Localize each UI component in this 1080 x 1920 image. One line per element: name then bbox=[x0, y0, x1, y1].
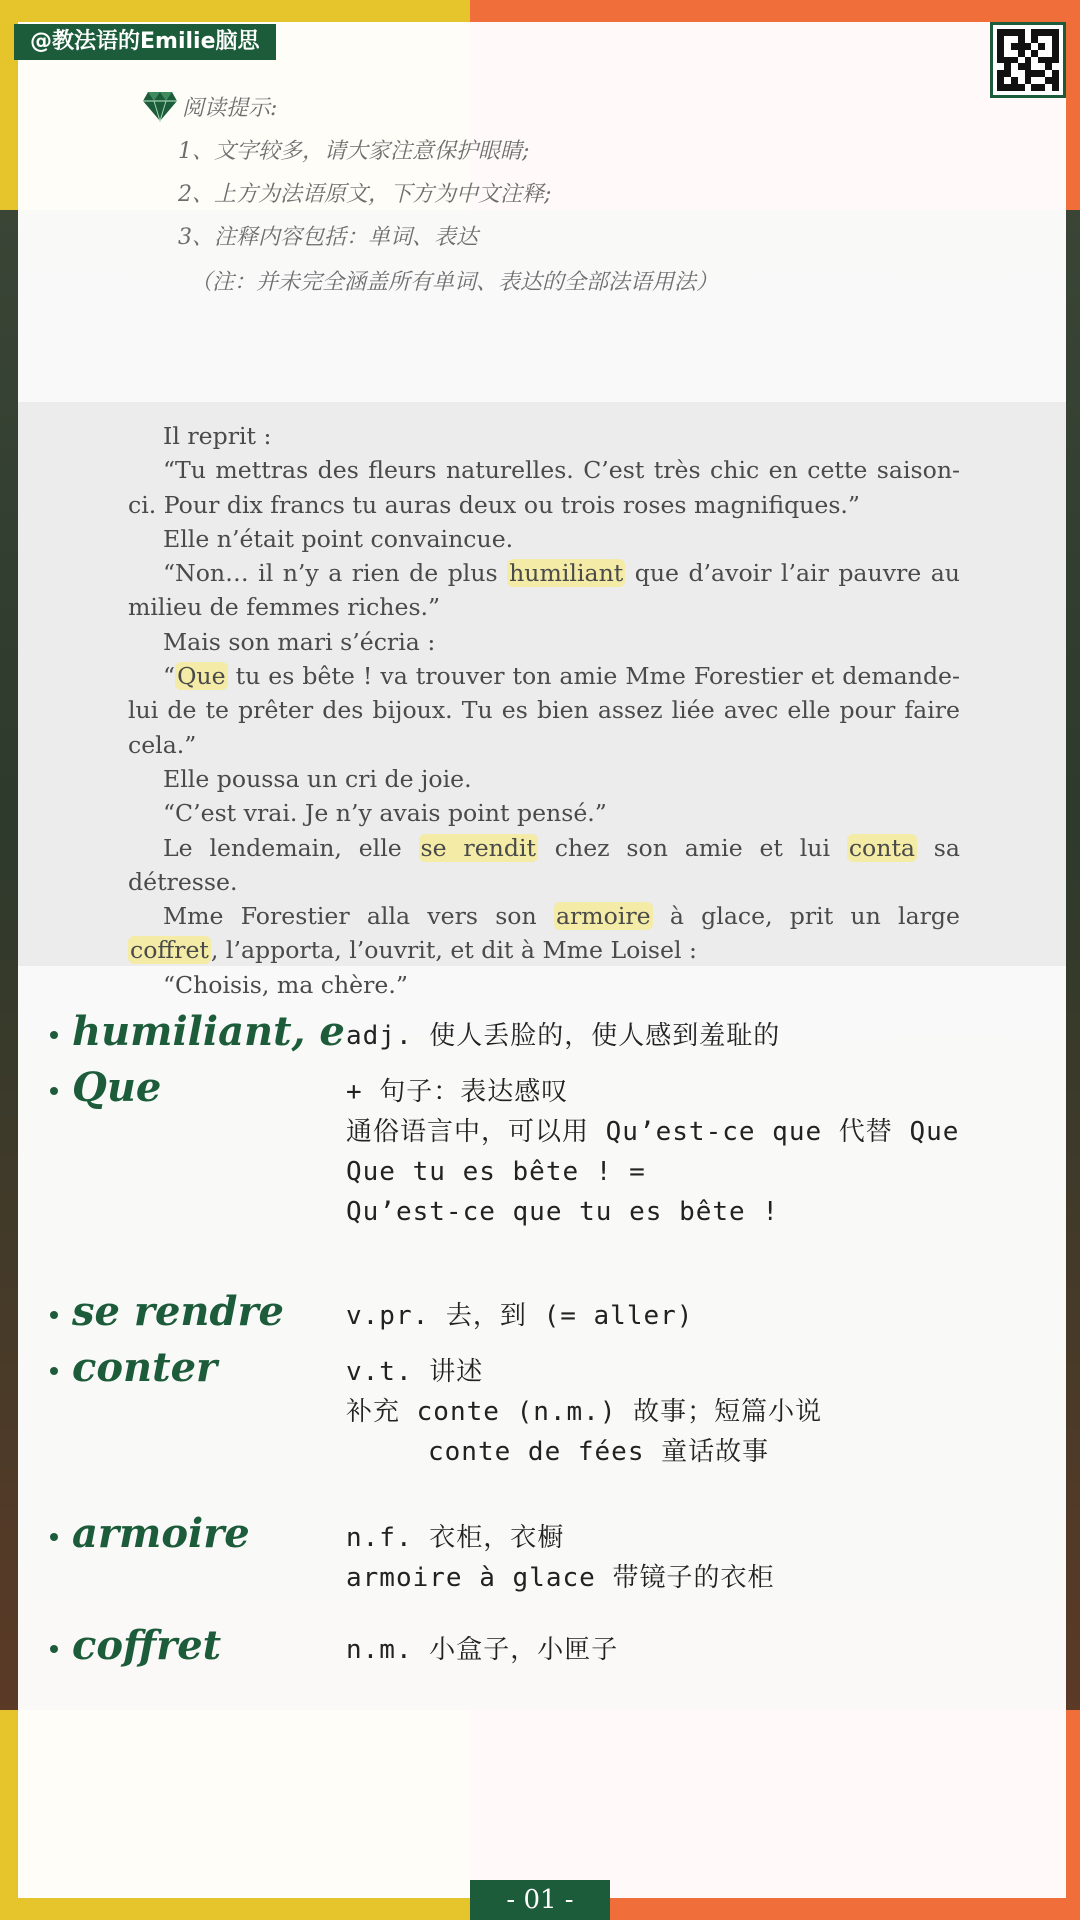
text: Le lendemain, elle bbox=[163, 833, 419, 862]
text: chez son amie et lui bbox=[537, 833, 847, 862]
bullet-icon bbox=[50, 1087, 58, 1095]
definition-line: Qu’est-ce que tu es bête ! bbox=[346, 1197, 779, 1227]
definition-line: Que tu es bête ! = bbox=[346, 1157, 646, 1187]
vocab-entry bbox=[50, 1064, 1060, 1288]
highlight-armoire: armoire bbox=[555, 902, 651, 931]
tip-note: （注：并未完全涵盖所有单词、表达的全部法语用法） bbox=[190, 270, 719, 295]
passage-paragraph: “Choisis, ma chère.” bbox=[163, 970, 408, 999]
reading-tips bbox=[142, 90, 718, 296]
definition-line: armoire à glace 带镜子的衣柜 bbox=[346, 1563, 775, 1593]
author-handle: @教法语的Emilie脑思 bbox=[14, 24, 276, 60]
highlight-que: Que bbox=[177, 662, 226, 691]
vocab-term bbox=[50, 1510, 250, 1557]
passage-paragraph: Mais son mari s’écria : bbox=[163, 627, 436, 656]
passage-paragraph: “C’est vrai. Je n’y avais point pensé.” bbox=[163, 799, 607, 828]
passage-paragraph bbox=[128, 831, 960, 900]
vocab-term bbox=[50, 1622, 221, 1669]
vocab-definitions bbox=[346, 1296, 693, 1336]
qr-code-icon[interactable] bbox=[990, 22, 1066, 98]
text: que d’avoir l’air pauvre au milieu de femmes riches.” bbox=[128, 559, 960, 622]
vocab-definitions bbox=[346, 1518, 774, 1598]
definition-line: 补充 conte (n.m.) 故事；短篇小说 bbox=[346, 1397, 823, 1427]
vocab-entry bbox=[50, 1288, 1060, 1344]
vocab-entry bbox=[50, 1622, 1060, 1678]
definition-line: v.t. 讲述 bbox=[346, 1357, 484, 1387]
vocab-term bbox=[50, 1064, 161, 1111]
term-text: conter bbox=[72, 1344, 218, 1391]
definition-line: adj. 使人丢脸的，使人感到羞耻的 bbox=[346, 1021, 781, 1051]
passage-paragraph bbox=[128, 659, 960, 762]
term-text: Que bbox=[72, 1064, 162, 1111]
bullet-icon bbox=[50, 1367, 58, 1375]
passage-paragraph: “Tu mettras des fleurs naturelles. C’est très chic en cette saison-ci. Pour dix francs tu auras deux ou trois roses magnifiques.” bbox=[128, 456, 960, 519]
bullet-icon bbox=[50, 1533, 58, 1541]
vocab-entry bbox=[50, 1344, 1060, 1510]
term-text: humiliant, e bbox=[72, 1008, 345, 1055]
passage-paragraph: Elle n’était point convaincue. bbox=[163, 524, 514, 553]
diamond-icon bbox=[142, 90, 178, 122]
vocab-definitions bbox=[346, 1072, 959, 1232]
definition-line: conte de fées 童话故事 bbox=[428, 1437, 770, 1467]
definition-line: + 句子：表达感叹 bbox=[346, 1077, 569, 1107]
vocab-term bbox=[50, 1344, 217, 1391]
text: à glace, prit un large bbox=[652, 902, 960, 931]
french-passage bbox=[18, 402, 1066, 999]
highlight-se-rendit: se rendit bbox=[420, 833, 536, 862]
text: sa détresse. bbox=[128, 833, 960, 896]
bullet-icon bbox=[50, 1031, 58, 1039]
highlight-coffret: coffret bbox=[130, 936, 209, 965]
passage-paragraph: Il reprit : bbox=[163, 422, 272, 450]
vocab-definitions bbox=[346, 1016, 780, 1056]
tips-title: 阅读提示: bbox=[182, 95, 278, 121]
text: , l’apporta, l’ouvrit, et dit à Mme Loisel : bbox=[210, 936, 697, 965]
term-text: se rendre bbox=[72, 1288, 284, 1335]
vocab-entry bbox=[50, 1510, 1060, 1622]
bullet-icon bbox=[50, 1311, 58, 1319]
text: “Non… il n’y a rien de plus bbox=[163, 559, 508, 588]
bullet-icon bbox=[50, 1645, 58, 1653]
tip-line: 3、注释内容包括：单词、表达 bbox=[178, 225, 478, 250]
passage-paragraph bbox=[128, 556, 960, 625]
passage-paragraph bbox=[128, 899, 960, 968]
vocabulary-list bbox=[50, 1008, 1060, 1678]
tip-line: 2、上方为法语原文，下方为中文注释; bbox=[178, 182, 552, 207]
highlight-humiliant: humiliant bbox=[509, 559, 624, 588]
text: tu es bête ! va trouver ton amie Mme Forestier et demande-lui de te prêter des bijoux. Tu es bien assez liée avec elle pour faire cela.” bbox=[128, 662, 960, 759]
highlight-conta: conta bbox=[848, 833, 915, 862]
vocab-definitions bbox=[346, 1352, 822, 1472]
page-number: - 01 - bbox=[470, 1880, 610, 1920]
definition-line: 通俗语言中，可以用 Qu’est-ce que 代替 Que bbox=[346, 1117, 960, 1147]
term-text: coffret bbox=[72, 1622, 222, 1669]
vocab-term bbox=[50, 1288, 284, 1335]
vocab-term bbox=[50, 1008, 345, 1055]
text: Mme Forestier alla vers son bbox=[163, 902, 554, 931]
definition-line: n.m. 小盒子，小匣子 bbox=[346, 1635, 619, 1665]
vocab-entry bbox=[50, 1008, 1060, 1064]
text: “ bbox=[163, 662, 176, 691]
term-text: armoire bbox=[72, 1510, 250, 1557]
definition-line: v.pr. 去，到 (= aller) bbox=[346, 1301, 694, 1331]
definition-line: n.f. 衣柜，衣橱 bbox=[346, 1523, 565, 1553]
vocab-definitions bbox=[346, 1630, 618, 1670]
passage-paragraph: Elle poussa un cri de joie. bbox=[163, 764, 472, 793]
tip-line: 1、文字较多，请大家注意保护眼睛; bbox=[178, 139, 530, 164]
